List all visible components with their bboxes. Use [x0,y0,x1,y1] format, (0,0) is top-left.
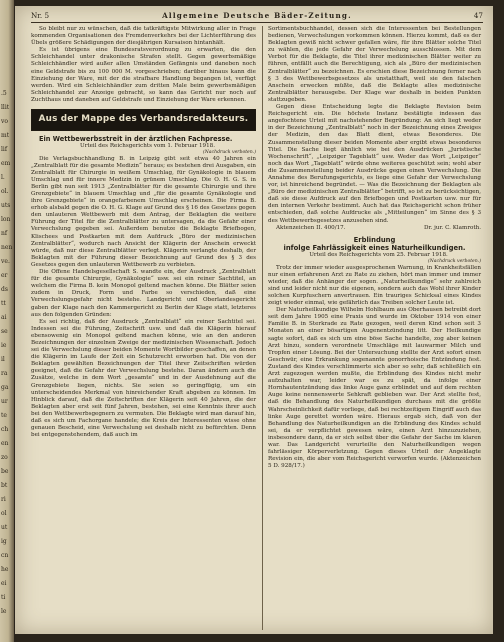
adjacent-text-fragment: bt [1,482,8,489]
page-header [31,10,483,22]
adjacent-text-fragment: ve. [1,258,10,265]
adjacent-text-fragment: lif [1,146,8,153]
adjacent-text-fragment: vo [1,118,9,125]
adjacent-text-fragment: cn [1,552,9,559]
paragraph: Trotz der immer wieder ausgesprochenen Warnung, in Krankheitsfällen nur einen erfahrenen Arzt zu Rate zu ziehen, hört man immer und immer wieder, daß die Anhänger der sogen. „Naturheilkundige“ sehr zahlreich sind und leider nicht nur die eigenen, sondern auch das Wohl ihrer Kinder solchen Kurpfuschern anvertrauen. Ein trauriges Schicksal eines Kindes zeigt wieder einmal, wie gefährlich das Treiben solcher Leute ist. [268,264,481,307]
adjacent-text-fragment: ai [1,314,7,321]
article-signature [268,225,481,232]
adjacent-text-fragment: lon [1,216,11,223]
adjacent-text-fragment: ds [1,286,8,293]
adjacent-text-fragment: uts [1,202,11,209]
header-rule [31,22,483,23]
adjacent-text-fragment: nen [1,244,13,251]
adjacent-text-fragment: l. [1,174,5,181]
adjacent-text-fragment: ut [1,524,8,531]
adjacent-text-fragment: ga [1,384,9,391]
adjacent-text-fragment: ol. [1,188,9,195]
paragraph: Die Verlagsbuchhandlung B. in Leipzig gibt seit etwa 40 Jahren ein „Zentralblatt für die gesamte Medizin“ heraus; es bestehen drei Ausgaben, ein Zentralblatt für Chirurgie in weißem Umschlag, für Gynäkologie in blauem Umschlag und für innere Medizin in grünem Umschlag. Die O. H. G. S. in Berlin gibt nun seit 1913 „Zentralblätter für die gesamte Chirurgie und ihre Grenzgebiete“ in blauem Umschlag und „für die gesamte Gynäkologie und ihre Grenzgebiete“ in orangefarbenem Umschlag erscheinen. Die Firma B. erhob alsbald gegen die O. H. G. Klage auf Grund des § 16 des Gesetzes gegen den unlauteren Wettbewerb mit dem Antrag, der Beklagten die weitere Führung der Titel für die Zentralblätter zu untersagen, da die Gefahr einer Verwechslung gegeben sei. Außerdem benutze die Beklagte Briefbogen, Klischees und Postkarten mit dem Aufdruck „Büro der medizinischen Zentralblätter“, wodurch nach Ansicht der Klägerin der Anschein erweckt würde, daß nur diese Zentralblätter verlegt. Klägerin verlangte deshalb, der Beklagten mit der Führung dieser Bezeichnung auf Grund des § 3 des Gesetzes gegen den unlauteren Wettbewerb zu verbieten. [31,155,256,268]
issue-number: Nr. 5 [31,11,50,20]
adjacent-text-fragment: .5 [1,90,7,97]
paragraph: So bleibt nur zu wünschen, daß die tatkräftigste Mitwirkung aller in Frage kommenden Organisationen des Fremdenverkehrs bei der Lichterführung des Übels größere Schädigungen der diesjährigen Kursaison hintanhält. [31,26,256,47]
adjacent-text-fragment: ur [1,398,8,405]
article-title: Ein Wettbewerbsstreit in der ärztlichen Fachpresse. [39,135,233,144]
adjacent-text-fragment: ri [1,496,6,503]
adjacent-text-fragment: se [1,328,8,335]
adjacent-text-fragment: llit [1,104,10,111]
adjacent-text-fragment: ie [1,342,7,349]
article-subtitle: Urteil des Reichsgerichts vom 1. Februar 1918. [79,143,215,150]
paragraph: Es ist übrigens eine Bundesratsverordnung zu erwarten, die den Schleichhandel unter drakonische Strafen stellt. Gegen gewerbsmäßige Schleichhändler wird außer allen Umständen Gefängnis und daneben noch eine Geldstrafe bis zu 100 000 M. vorgeschrieben; darüber hinaus kann die Einziehung der Ware, mit der die strafbare Handlung begangen ist, verfügt werden. Wird ein Schleichhändler zum dritten Male beim gewerbsmäßigen Schleichhandel zur Anzeige gebracht, so kann das Gericht nur noch auf Zuchthaus und daneben auf Geldstrafe und Einziehung der Ware erkennen. [31,47,256,103]
column-divider [262,26,263,630]
paragraph: Gegen diese Entscheidung legte die Beklagte Revision beim Reichsgericht ein. Die höchste Instanz bestätigte indessen das angefochtene Urteil mit nachstehender Begründung: An sich liegt weder in der Bezeichnung „Zentralblatt“ noch in der Bezeichnung eines Zweiges der Medizin, den das Blatt dient, etwas Besonderes. Die Zusammenstellung dieser beiden Momente aber ergibt etwas besonderes Titel. Die Sache liegt ähnlich wie bei den Ausdrücken „Juristische Wochenschrift“, „Leipziger Tageblatt“ usw. Weder das Wort „Leipziger“ noch das Wort „Tageblatt“ würde ohne weiteres geschützt sein; wohl aber die Zusammenstellung beider Ausdrücke gegen einen Verwechslung. Die Annahme des Berufungsgerichts, es liege eine Gefahr der Verwechslung vor, ist hinreichend begründet. — Was die Bezeichnung der Beklagten als „Büro der medizinischen Zentralblätter“ betrifft, so ist zu berücksichtigen, daß sie diese Aufdruck auf den Briefbogen und Postkarten usw. nur für den internen Verkehr bestimmt. Auch hat das Reichsgericht schon früher entschieden, daß solche Aufdrucke als „Mitteilungen“ im Sinne des § 3 des Wettbewerbsgesetzes anzusehen sind. [268,104,481,224]
article-title [268,236,481,252]
file-reference: Aktenzeichen II. 400/17. [276,224,346,231]
right-column [268,26,481,470]
adjacent-text-fragment: be [1,468,9,475]
article-title-line: Erblindung [353,235,396,244]
adjacent-text-fragment: er [1,272,8,279]
newspaper-page [15,6,493,634]
adjacent-text-fragment: il [1,356,5,363]
article-title-line: infolge Fahrlässigkeit eines Naturheilkundigen. [283,243,466,252]
adjacent-text-fragment: ch [1,426,9,433]
paragraph: Es sei richtig, daß der Ausdruck „Zentralblatt“ ein reiner Sachtitel sei. Indessen sei die Führung, Zeitschrift usw. und daß die Klägerin hierauf ebensowenig ein Monopol geltend machen könne, wie an den anderen Bezeichnungen der einzelnen Zweige der medizinischen Wissenschaft. Jedoch sei die Verwechslung dieser beiden Momente Wortbilder geschaffen, an denen die Klägerin im Laufe der Zeit ein Schutzrecht erworben hat. Die von der Beklagten gewählten Bezeichnungen der Titel ihrer Zeitschriften würden geeignet, daß die Gefahr der Verwechslung bestehe. Daran ändern auch die Zusätze, welche in dem Wort „gesamte“ und in der Ausdehnung auf die Grenzgebiete liegen, nichts. Sie seien so geringfügig, um ein unterscheidendes Merkmal von hinreichender Kraft abgeben zu können. Im Hinblick darauf, daß die Zeitschriften der Klägerin seit 40 Jahren, die der Beklagten aber erst seit fünf Jahren, bestehen, sei eine Kenntnis ihrer auch bei den Wettbewerbsgegnern zu vermuten. Die Beklagte wird man darauf hin, daß es sich um Fachorgane handele; die Kreis der Interessenten wisse ohne genauen Bescheid, eine Verwechslung sei deshalb nicht zu befürchten. Denn bei entgegenstehendem, daß auch im [31,318,256,439]
paragraph: Sortimentsbuchhandel, dessen sich die Interessenten bei Bestellungen bedienen, Verwechslungen vorkommen können. Hierzu kommt, daß es der Beklagten gewiß nicht schwer gefallen wäre, für ihre Blätter solche Titel zu wählen, die jede Gefahr der Verwechslung ausschlossen. Mit dem Verbot für die Beklagte, die Titel ihrer medizinischen Blätter weiter zu führen, entfällt auch die Berechtigung, sich als „Büro der medizinischen Zentralblätter“ zu bezeichnen. Es erschien diese Bezeichnung ferner nach § 3 des Wettbewerbsgesetzes als unstatthaft, weil sie den falschen Anschein erwecken müßte, daß die Beklagte alles medizinische Zentralblätter herausgebe. Der Klage war deshalb in beiden Punkten stattzugeben. [268,26,481,103]
adjacent-text-fragment: tt [1,300,6,307]
adjacent-text-fragment: ei [1,580,7,587]
reprint-notice: (Nachdruck verboten.) [203,150,256,156]
adjacent-text-fragment: he [1,566,9,573]
article-subtitle: Urteil des Reichsgerichts vom 25. Februar 1918. [309,252,448,259]
reprint-notice: (Nachdruck verboten.) [428,259,481,265]
adjacent-text-fragment: ra [1,370,8,377]
adjacent-text-fragment: ti [1,594,6,601]
paragraph: Die Offene Handelsgesellschaft S. wandte ein, der Ausdruck „Zentralblatt für die gesamte Chirurgie, Gynäkologie“ usw. sei ein reiner Sachtitel, an welchem die Firma B. kein Monopol geltend machen könne. Die Blätter seien zudem in Druck, Form und Farbe so verschieden, daß eine Verwechslungsgefahr nicht bestehe. Landgericht und Oberlandesgericht gaben der Klage nach den Kammergericht zu Berlin der Klage statt, letzteres aus den folgenden Gründen: [31,269,256,318]
adjacent-text-fragment: ig [1,538,7,545]
adjacent-text-fragment: mt [1,132,10,139]
adjacent-text-fragment: ol [1,510,7,517]
adjacent-page-edge [0,0,14,642]
left-column [31,26,256,439]
adjacent-text-fragment: en [1,440,9,447]
page-number: 47 [473,11,483,20]
adjacent-text-fragment: te [1,412,7,419]
adjacent-text-fragment: zo [1,454,8,461]
author-name: Dr. jur. C. Klamroth. [424,224,481,231]
paragraph: Der Naturheilkundige Wilhelm Hohlbaum aus Oberhausen betreibt dort seit dem Jahre 1905 eine Praxis und wurde im Oktober 1914 von einer Familie B. in Sterkrade zu Rate gezogen, weil deren Kind schon seit 3 Monaten an einer bösartigen Augenentzündung litt. Der Heilkundige sagte sofort, daß es sich um eine böse Sache handelte, zog aber keinen Arzt hinzu, sondern verordnete Umschläge mit lauwarmer Milch und Tropfen einer Lösung. Bei der Untersuchung stellte der Arzt sofort einen Geschwür, eine Erkrankung sogenannte gonorrhoische Entzündung fest. Zustand des Kindes verschlimmerte sich aber so sehr, daß schließlich ein Arzt zugezogen werden mußte, die Erblindung des Kindes nicht mehr aufzuhalten war, leider war es zu spät, da infolge einer Hornhautentzündung das linke Auge ganz erblindet und auf dem rechten Auge keine nennenswerte Sehkraft geblieben war. Der Arzt stellte fest, daß die Behandlung des Naturheilkundigen durchaus mit die größte Wahrscheinlichkeit dafür vorliege, daß bei rechtzeitigem Eingriff auch das linke Auge gerettet worden wäre. Hieraus ergab sich, daß von der Behandlung des Naturheilkundigen an die Erblindung des Kindes schuld sei, da er verpflichtet gewesen wäre, einen Arzt hinzuzuziehen, insbesondere dann, da er sich selbst über die Gefahr der Sache im klaren war. Das Landgericht verurteilte den Naturheilkundigen wegen fahrlässiger Körperverletzung. Gegen dieses Urteil der Angeklagte Revision ein, die aber vom Reichsgericht verworfen wurde. (Aktenzeichen 5 D. 928/17.) [268,307,481,470]
adjacent-text-fragment: le [1,608,7,615]
newspaper-title: Allgemeine Deutsche Bäder-Zeitung. [162,11,352,20]
adjacent-text-fragment: em [1,160,11,167]
section-banner: Aus der Mappe des Verbandsredakteurs. [31,109,256,131]
adjacent-text-fragment: nf [1,230,8,237]
